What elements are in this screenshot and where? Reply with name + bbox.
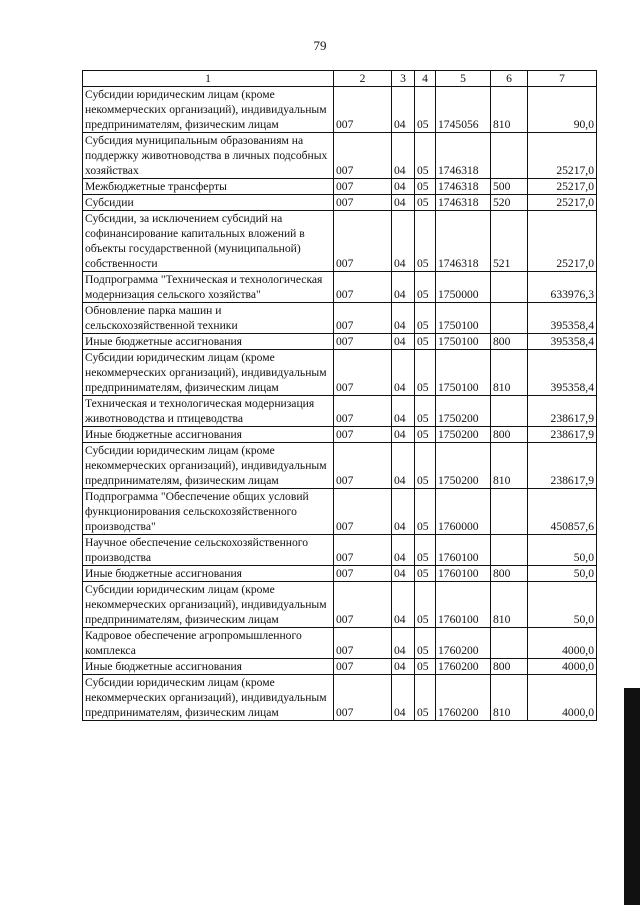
target-article-cell: 1746318 <box>436 195 491 211</box>
table-body <box>83 87 597 721</box>
item-name-cell: Межбюджетные трансферты <box>83 179 334 195</box>
target-article-cell: 1746318 <box>436 211 491 272</box>
amount-cell: 238617,9 <box>528 443 597 489</box>
expense-type-cell: 800 <box>491 334 528 350</box>
target-article-cell: 1760200 <box>436 628 491 659</box>
table-row <box>83 427 597 443</box>
section-code-cell: 04 <box>392 272 415 303</box>
section-code-cell: 04 <box>392 350 415 396</box>
item-name-cell: Подпрограмма "Обеспечение общих условий функционирования сельскохозяйственного производства" <box>83 489 334 535</box>
expense-type-cell: 520 <box>491 195 528 211</box>
subsection-code-cell: 05 <box>415 211 436 272</box>
item-name-cell: Иные бюджетные ассигнования <box>83 334 334 350</box>
section-code-cell: 04 <box>392 566 415 582</box>
expense-type-cell: 810 <box>491 350 528 396</box>
section-code-cell: 04 <box>392 334 415 350</box>
ministry-code-cell: 007 <box>334 443 392 489</box>
target-article-cell: 1750100 <box>436 303 491 334</box>
subsection-code-cell: 05 <box>415 582 436 628</box>
budget-table <box>82 70 597 721</box>
item-name-cell: Иные бюджетные ассигнования <box>83 566 334 582</box>
expense-type-cell: 521 <box>491 211 528 272</box>
ministry-code-cell: 007 <box>334 396 392 427</box>
expense-type-cell: 500 <box>491 179 528 195</box>
page-number: 79 <box>313 38 327 53</box>
ministry-code-cell: 007 <box>334 427 392 443</box>
target-article-cell: 1750200 <box>436 443 491 489</box>
item-name-cell: Субсидии юридическим лицам (кроме некоммерческих организаций), индивидуальным предпринимателям, физическим лицам <box>83 443 334 489</box>
ministry-code-cell: 007 <box>334 179 392 195</box>
header-cell: 4 <box>415 71 436 87</box>
expense-type-cell <box>491 535 528 566</box>
section-code-cell: 04 <box>392 396 415 427</box>
item-name-cell: Иные бюджетные ассигнования <box>83 659 334 675</box>
expense-type-cell: 810 <box>491 582 528 628</box>
ministry-code-cell: 007 <box>334 195 392 211</box>
section-code-cell: 04 <box>392 303 415 334</box>
expense-type-cell: 800 <box>491 427 528 443</box>
ministry-code-cell: 007 <box>334 87 392 133</box>
item-name-cell: Субсидии, за исключением субсидий на софинансирование капитальных вложений в объекты государственной (муниципальной) собственности <box>83 211 334 272</box>
subsection-code-cell: 05 <box>415 628 436 659</box>
ministry-code-cell: 007 <box>334 303 392 334</box>
amount-cell: 395358,4 <box>528 303 597 334</box>
item-name-cell: Подпрограмма "Техническая и технологическая модернизация сельского хозяйства" <box>83 272 334 303</box>
amount-cell: 395358,4 <box>528 350 597 396</box>
table-row <box>83 133 597 179</box>
table-row <box>83 659 597 675</box>
amount-cell: 4000,0 <box>528 628 597 659</box>
ministry-code-cell: 007 <box>334 659 392 675</box>
subsection-code-cell: 05 <box>415 303 436 334</box>
section-code-cell: 04 <box>392 675 415 721</box>
ministry-code-cell: 007 <box>334 675 392 721</box>
table-row <box>83 628 597 659</box>
ministry-code-cell: 007 <box>334 582 392 628</box>
ministry-code-cell: 007 <box>334 489 392 535</box>
expense-type-cell <box>491 303 528 334</box>
amount-cell: 50,0 <box>528 582 597 628</box>
target-article-cell: 1745056 <box>436 87 491 133</box>
subsection-code-cell: 05 <box>415 489 436 535</box>
header-row <box>83 71 597 87</box>
expense-type-cell <box>491 133 528 179</box>
section-code-cell: 04 <box>392 179 415 195</box>
item-name-cell: Субсидии <box>83 195 334 211</box>
amount-cell: 50,0 <box>528 566 597 582</box>
subsection-code-cell: 05 <box>415 566 436 582</box>
table-row <box>83 303 597 334</box>
table-row <box>83 566 597 582</box>
amount-cell: 25217,0 <box>528 195 597 211</box>
ministry-code-cell: 007 <box>334 211 392 272</box>
table-row <box>83 675 597 721</box>
expense-type-cell: 810 <box>491 87 528 133</box>
target-article-cell: 1750100 <box>436 334 491 350</box>
amount-cell: 633976,3 <box>528 272 597 303</box>
section-code-cell: 04 <box>392 87 415 133</box>
item-name-cell: Иные бюджетные ассигнования <box>83 427 334 443</box>
table-row <box>83 443 597 489</box>
target-article-cell: 1746318 <box>436 179 491 195</box>
subsection-code-cell: 05 <box>415 427 436 443</box>
amount-cell: 25217,0 <box>528 211 597 272</box>
target-article-cell: 1750200 <box>436 427 491 443</box>
section-code-cell: 04 <box>392 535 415 566</box>
expense-type-cell <box>491 272 528 303</box>
header-cell: 5 <box>436 71 491 87</box>
header-cell: 6 <box>491 71 528 87</box>
subsection-code-cell: 05 <box>415 535 436 566</box>
subsection-code-cell: 05 <box>415 179 436 195</box>
header-cell: 7 <box>528 71 597 87</box>
ministry-code-cell: 007 <box>334 535 392 566</box>
item-name-cell: Субсидии юридическим лицам (кроме некоммерческих организаций), индивидуальным предпринимателям, физическим лицам <box>83 675 334 721</box>
header-cell: 1 <box>83 71 334 87</box>
target-article-cell: 1760000 <box>436 489 491 535</box>
amount-cell: 90,0 <box>528 87 597 133</box>
amount-cell: 4000,0 <box>528 675 597 721</box>
table-row <box>83 350 597 396</box>
table-row <box>83 272 597 303</box>
section-code-cell: 04 <box>392 211 415 272</box>
scan-edge-mark <box>624 688 640 905</box>
table-row <box>83 179 597 195</box>
subsection-code-cell: 05 <box>415 87 436 133</box>
table-row <box>83 489 597 535</box>
item-name-cell: Субсидии юридическим лицам (кроме некоммерческих организаций), индивидуальным предпринимателям, физическим лицам <box>83 350 334 396</box>
expense-type-cell <box>491 489 528 535</box>
target-article-cell: 1746318 <box>436 133 491 179</box>
item-name-cell: Субсидии юридическим лицам (кроме некоммерческих организаций), индивидуальным предпринимателям, физическим лицам <box>83 87 334 133</box>
expense-type-cell <box>491 628 528 659</box>
subsection-code-cell: 05 <box>415 675 436 721</box>
ministry-code-cell: 007 <box>334 350 392 396</box>
expense-type-cell: 800 <box>491 659 528 675</box>
item-name-cell: Научное обеспечение сельскохозяйственного производства <box>83 535 334 566</box>
section-code-cell: 04 <box>392 443 415 489</box>
target-article-cell: 1750100 <box>436 350 491 396</box>
subsection-code-cell: 05 <box>415 350 436 396</box>
section-code-cell: 04 <box>392 489 415 535</box>
amount-cell: 4000,0 <box>528 659 597 675</box>
subsection-code-cell: 05 <box>415 133 436 179</box>
table-row <box>83 87 597 133</box>
ministry-code-cell: 007 <box>334 334 392 350</box>
header-cell: 2 <box>334 71 392 87</box>
expense-type-cell <box>491 396 528 427</box>
table-row <box>83 195 597 211</box>
target-article-cell: 1760200 <box>436 659 491 675</box>
amount-cell: 238617,9 <box>528 427 597 443</box>
amount-cell: 395358,4 <box>528 334 597 350</box>
header-cell: 3 <box>392 71 415 87</box>
section-code-cell: 04 <box>392 427 415 443</box>
ministry-code-cell: 007 <box>334 133 392 179</box>
ministry-code-cell: 007 <box>334 272 392 303</box>
subsection-code-cell: 05 <box>415 443 436 489</box>
expense-type-cell: 810 <box>491 675 528 721</box>
expense-type-cell: 800 <box>491 566 528 582</box>
subsection-code-cell: 05 <box>415 396 436 427</box>
subsection-code-cell: 05 <box>415 334 436 350</box>
target-article-cell: 1760200 <box>436 675 491 721</box>
table-row <box>83 535 597 566</box>
table-row <box>83 211 597 272</box>
item-name-cell: Субсидия муниципальным образованиям на поддержку животноводства в личных подсобных хозяйствах <box>83 133 334 179</box>
target-article-cell: 1750200 <box>436 396 491 427</box>
table-row <box>83 396 597 427</box>
target-article-cell: 1760100 <box>436 582 491 628</box>
section-code-cell: 04 <box>392 133 415 179</box>
section-code-cell: 04 <box>392 195 415 211</box>
ministry-code-cell: 007 <box>334 566 392 582</box>
subsection-code-cell: 05 <box>415 659 436 675</box>
section-code-cell: 04 <box>392 659 415 675</box>
table-row <box>83 582 597 628</box>
expense-type-cell: 810 <box>491 443 528 489</box>
section-code-cell: 04 <box>392 582 415 628</box>
amount-cell: 450857,6 <box>528 489 597 535</box>
subsection-code-cell: 05 <box>415 272 436 303</box>
target-article-cell: 1760100 <box>436 535 491 566</box>
item-name-cell: Обновление парка машин и сельскохозяйственной техники <box>83 303 334 334</box>
ministry-code-cell: 007 <box>334 628 392 659</box>
amount-cell: 25217,0 <box>528 133 597 179</box>
section-code-cell: 04 <box>392 628 415 659</box>
target-article-cell: 1760100 <box>436 566 491 582</box>
amount-cell: 238617,9 <box>528 396 597 427</box>
item-name-cell: Кадровое обеспечение агропромышленного комплекса <box>83 628 334 659</box>
amount-cell: 25217,0 <box>528 179 597 195</box>
table-row <box>83 334 597 350</box>
item-name-cell: Техническая и технологическая модернизация животноводства и птицеводства <box>83 396 334 427</box>
amount-cell: 50,0 <box>528 535 597 566</box>
item-name-cell: Субсидии юридическим лицам (кроме некоммерческих организаций), индивидуальным предпринимателям, физическим лицам <box>83 582 334 628</box>
target-article-cell: 1750000 <box>436 272 491 303</box>
subsection-code-cell: 05 <box>415 195 436 211</box>
